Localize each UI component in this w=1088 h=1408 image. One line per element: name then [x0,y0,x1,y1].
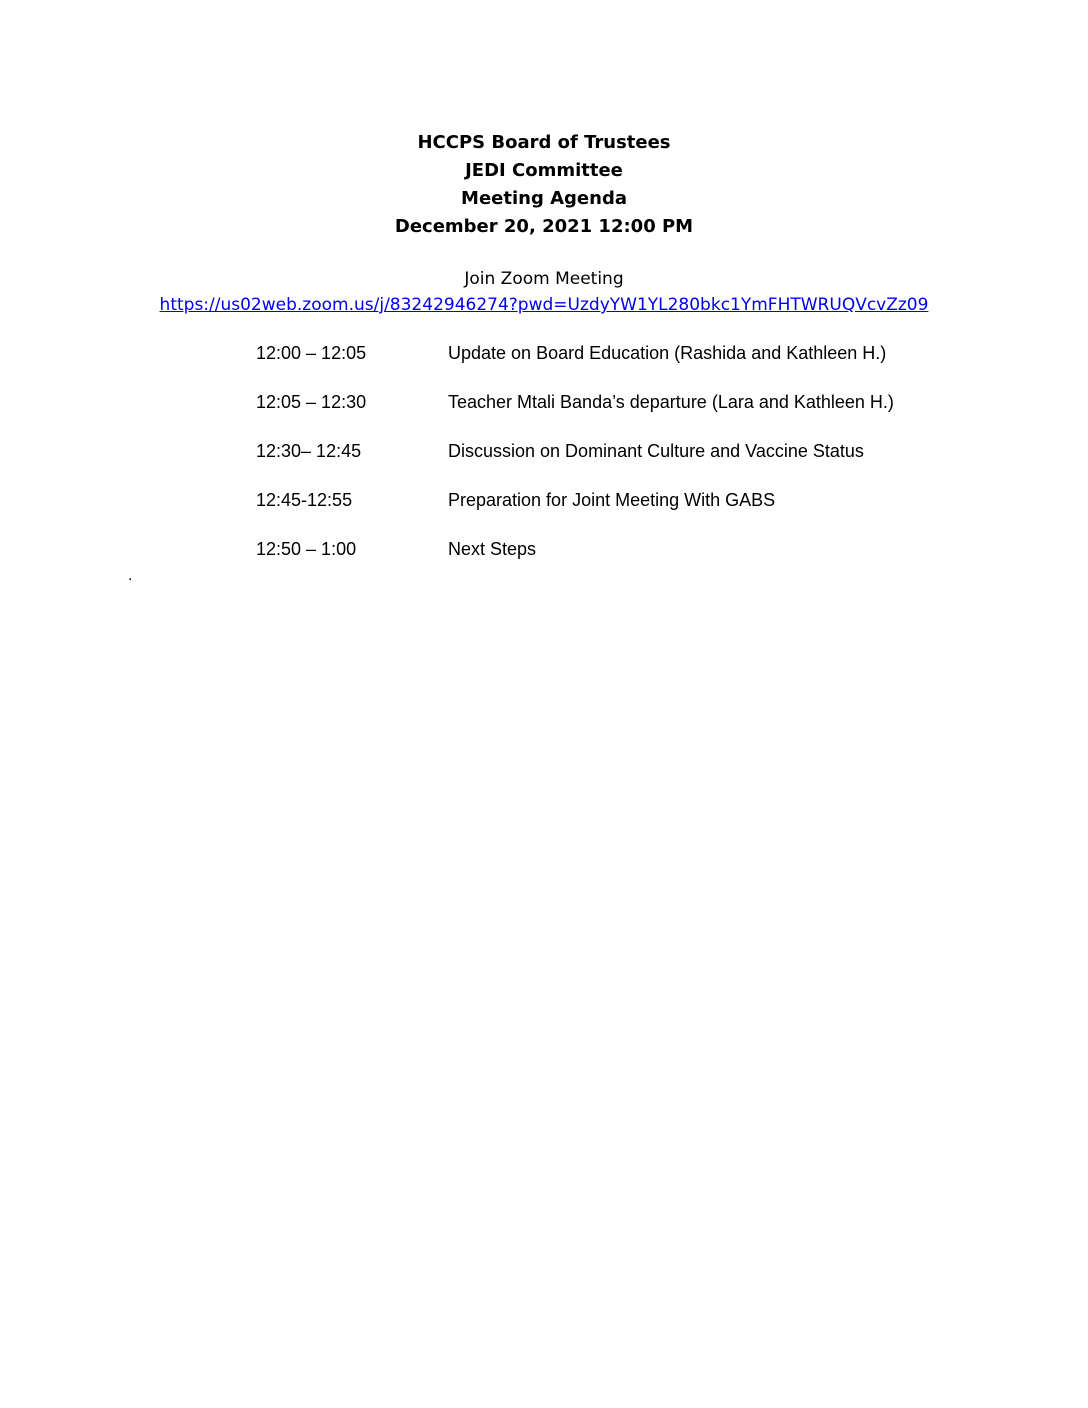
board-title: HCCPS Board of Trustees [417,132,671,153]
zoom-info [0,266,1088,318]
agenda-item: Discussion on Dominant Culture and Vaccine Status [448,441,864,461]
committee-title: JEDI Committee [465,160,623,181]
meeting-date: December 20, 2021 12:00 PM [394,216,694,237]
agenda-list [256,340,1056,585]
document-title: Meeting Agenda [461,188,627,209]
agenda-time: 12:00 – 12:05 [256,343,367,363]
agenda-item: Next Steps [448,539,537,559]
stray-period: . [128,567,133,584]
zoom-label: Join Zoom Meeting [464,269,624,289]
zoom-meeting-link[interactable]: https://us02web.zoom.us/j/83242946274?pwd=UzdyYW1YL280bkc1YmFHTWRUQVcvZz09 [159,295,929,315]
agenda-row [256,487,1056,536]
agenda-item: Preparation for Joint Meeting With GABS [448,490,776,510]
agenda-time: 12:50 – 1:00 [256,539,357,559]
agenda-time: 12:30– 12:45 [256,441,362,461]
agenda-header [0,129,1088,241]
agenda-item: Update on Board Education (Rashida and Kathleen H.) [448,343,887,363]
agenda-row [256,536,1056,585]
agenda-row [256,438,1056,487]
agenda-time: 12:05 – 12:30 [256,392,367,412]
agenda-row [256,340,1056,389]
agenda-time: 12:45-12:55 [256,490,353,510]
agenda-item: Teacher Mtali Banda’s departure (Lara and Kathleen H.) [448,392,894,412]
agenda-row [256,389,1056,438]
